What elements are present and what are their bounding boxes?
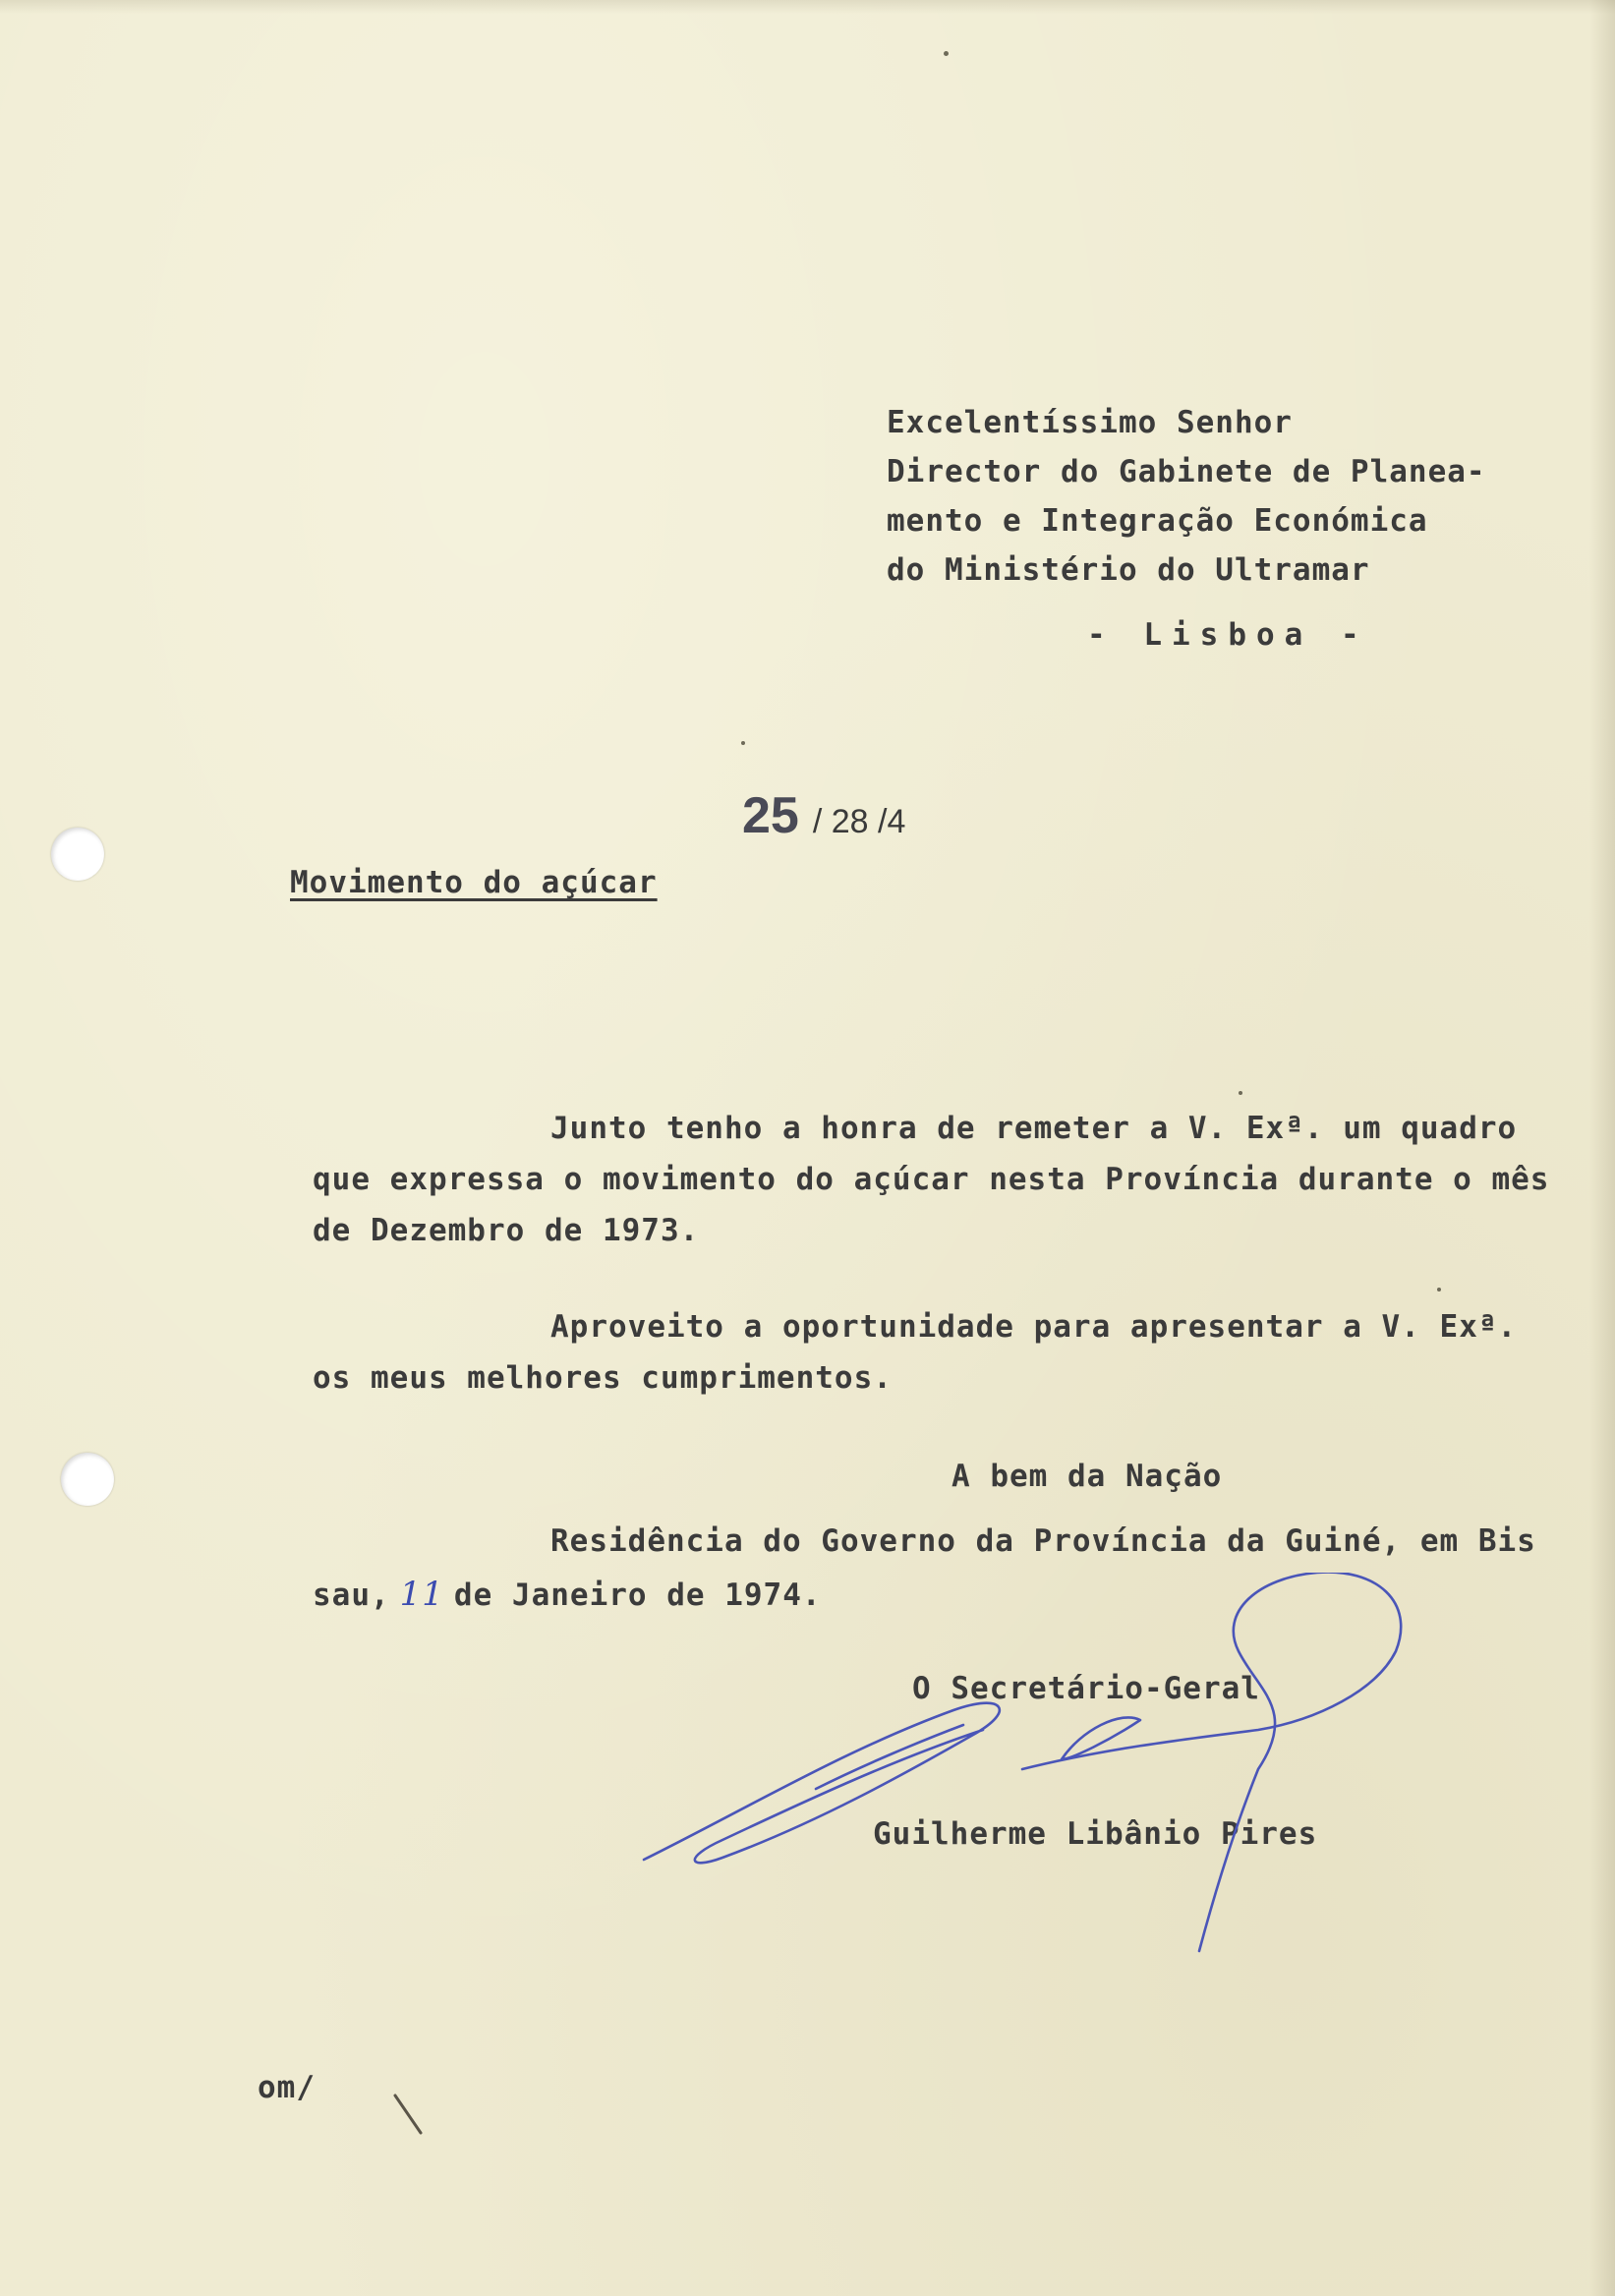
dust-speck <box>1239 1091 1242 1095</box>
dust-speck <box>944 51 949 56</box>
addressee-city: - Lisboa - <box>1087 617 1369 653</box>
addressee-line-1: Excelentíssimo Senhor <box>887 405 1293 440</box>
reference-number <box>742 786 905 845</box>
addressee-line-3: mento e Integração Económica <box>887 503 1428 539</box>
body-paragraph-1-line-2: que expressa o movimento do açúcar nesta Província durante o mês <box>313 1162 1550 1197</box>
paper-edge-top <box>0 0 1615 14</box>
addressee-line-2: Director do Gabinete de Planea- <box>887 454 1486 489</box>
signature-stroke <box>644 1703 1000 1864</box>
subject-line: Movimento do açúcar <box>290 865 658 900</box>
paper-edge-shadow <box>1589 0 1615 2296</box>
body-paragraph-2-line-1: Aproveito a oportunidade para apresentar a V. Exª. <box>550 1309 1518 1345</box>
residence-line-1: Residência do Governo da Província da Guiné, em Bis <box>550 1523 1536 1559</box>
body-paragraph-1-line-3: de Dezembro de 1973. <box>313 1213 700 1248</box>
dust-speck <box>741 741 745 745</box>
signature-stroke <box>816 1725 963 1789</box>
body-paragraph-2-line-2: os meus melhores cumprimentos. <box>313 1360 893 1396</box>
punch-hole-bottom <box>61 1453 114 1506</box>
punch-hole-top <box>51 828 104 881</box>
body-paragraph-1-line-1: Junto tenho a honra de remeter a V. Exª. um quadro <box>550 1111 1518 1146</box>
signatory-name: Guilherme Libânio Pires <box>873 1816 1318 1852</box>
handwritten-day: 11 <box>399 1575 444 1614</box>
typist-initials: om/ <box>258 2070 316 2105</box>
pencil-mark <box>391 2092 431 2141</box>
closing-salutation: A bem da Nação <box>952 1459 1223 1494</box>
signatory-title: O Secretário-Geral <box>912 1671 1260 1706</box>
residence-prefix: sau, <box>313 1578 390 1613</box>
addressee-line-4: do Ministério do Ultramar <box>887 552 1370 588</box>
reference-stamp-number: 25 <box>742 787 799 844</box>
dust-speck <box>1437 1288 1441 1292</box>
reference-rest: / 28 /4 <box>812 803 906 840</box>
handwritten-signature <box>629 1573 1415 1966</box>
signature-stroke <box>1022 1573 1401 1951</box>
residence-suffix: de Janeiro de 1974. <box>453 1578 822 1613</box>
